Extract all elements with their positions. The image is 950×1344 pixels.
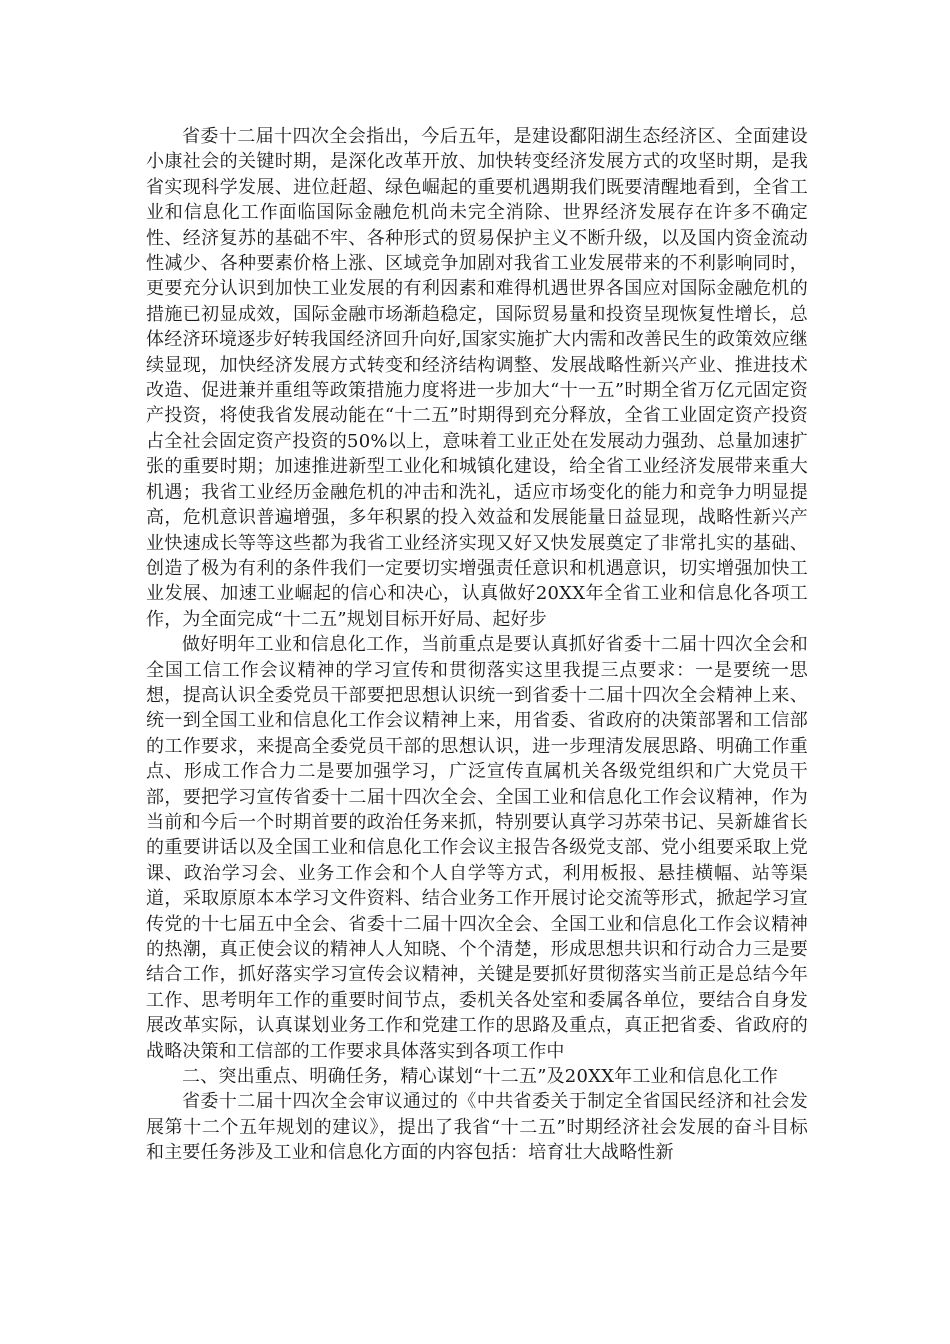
paragraph-situation: 省委十二届十四次全会指出，今后五年，是建设鄱阳湖生态经济区、全面建设小康社会的关键时期，是深化改革开放、加快转变经济发展方式的攻坚时期，是我省实现科学发展、进位赶超、绿色崛起的重要机遇期我们既要清醒地看到，全省工业和信息化工作面临国际金融危机尚未完全消除、世界经济发展存在许多不确定性、经济复苏的基础不牢、各种形式的贸易保护主义不断升级，以及国内资金流动性减少、各种要素价格上涨、区域竞争加剧对我省工业发展带来的不利影响同时，更要充分认识到加快工业发展的有利因素和难得机遇世界各国应对国际金融危机的措施已初显成效，国际金融市场渐趋稳定，国际贸易量和投资呈现恢复性增长，总体经济环境逐步好转我国经济回升向好,国家实施扩大内需和改善民生的政策效应继续显现，加快经济发展方式转变和经济结构调整、发展战略性新兴产业、推进技术改造、促进兼并重组等政策措施力度将进一步加大“十一五”时期全省万亿元固定资产投资，将使我省发展动能在“十二五”时期得到充分释放，全省工业固定资产投资占全社会固定资产投资的50%以上，意味着工业正处在发展动力强劲、总量加速扩张的重要时期；加速推进新型工业化和城镇化建设，给全省工业经济发展带来重大机遇；我省工业经历金融危机的冲击和洗礼，适应市场变化的能力和竞争力明显提高，危机意识普遍增强，多年积累的投入效益和发展能量日益显现，战略性新兴产业快速成长等等这些都为我省工业经济实现又好又快发展奠定了非常扎实的基础、创造了极为有利的条件我们一定要切实增强责任意识和机遇意识，切实增强加快工业发展、加速工业崛起的信心和决心，认真做好20XX年全省工业和信息化各项工作，为全面完成“十二五”规划目标开好局、起好步: [146, 126, 808, 630]
paragraph-requirements: 做好明年工业和信息化工作，当前重点是要认真抓好省委十二届十四次全会和全国工信工作会议精神的学习宣传和贯彻落实这里我提三点要求：一是要统一思想，提高认识全委党员干部要把思想认识统一到省委十二届十四次全会精神上来、统一到全国工业和信息化工作会议精神上来，用省委、省政府的决策部署和工信部的工作要求，来提高全委党员干部的思想认识，进一步理清发展思路、明确工作重点、形成工作合力二是要加强学习，广泛宣传直属机关各级党组织和广大党员干部，要把学习宣传省委十二届十四次全会、全国工业和信息化工作会议精神，作为当前和今后一个时期首要的政治任务来抓，特别要认真学习苏荣书记、吴新雄省长的重要讲话以及全国工业和信息化工作会议主报告各级党支部、党小组要采取上党课、政治学习会、业务工作会和个人自学等方式，利用板报、悬挂横幅、站等渠道，采取原原本本学习文件资料、结合业务工作开展讨论交流等形式，掀起学习宣传党的十七届五中全会、省委十二届十四次全会、全国工业和信息化工作会议精神的热潮，真正使会议的精神人人知晓、个个清楚，形成思想共识和行动合力三是要结合工作，抓好落实学习宣传会议精神，关键是要抓好贯彻落实当前正是总结今年工作、思考明年工作的重要时间节点，委机关各处室和委属各单位，要结合自身发展改革实际，认真谋划业务工作和党建工作的思路及重点，真正把省委、省政府的战略决策和工信部的工作要求具体落实到各项工作中: [146, 634, 808, 1062]
document-page: [146, 124, 808, 1166]
section-heading: 二、突出重点、明确任务，精心谋划“十二五”及20XX年工业和信息化工作: [182, 1066, 778, 1088]
paragraph-plan: 省委十二届十四次全会审议通过的《中共省委关于制定全省国民经济和社会发展第十二个五年规划的建议》，提出了我省“十二五”时期经济社会发展的奋斗目标和主要任务涉及工业和信息化方面的内容包括：培育壮大战略性新: [146, 1091, 808, 1164]
